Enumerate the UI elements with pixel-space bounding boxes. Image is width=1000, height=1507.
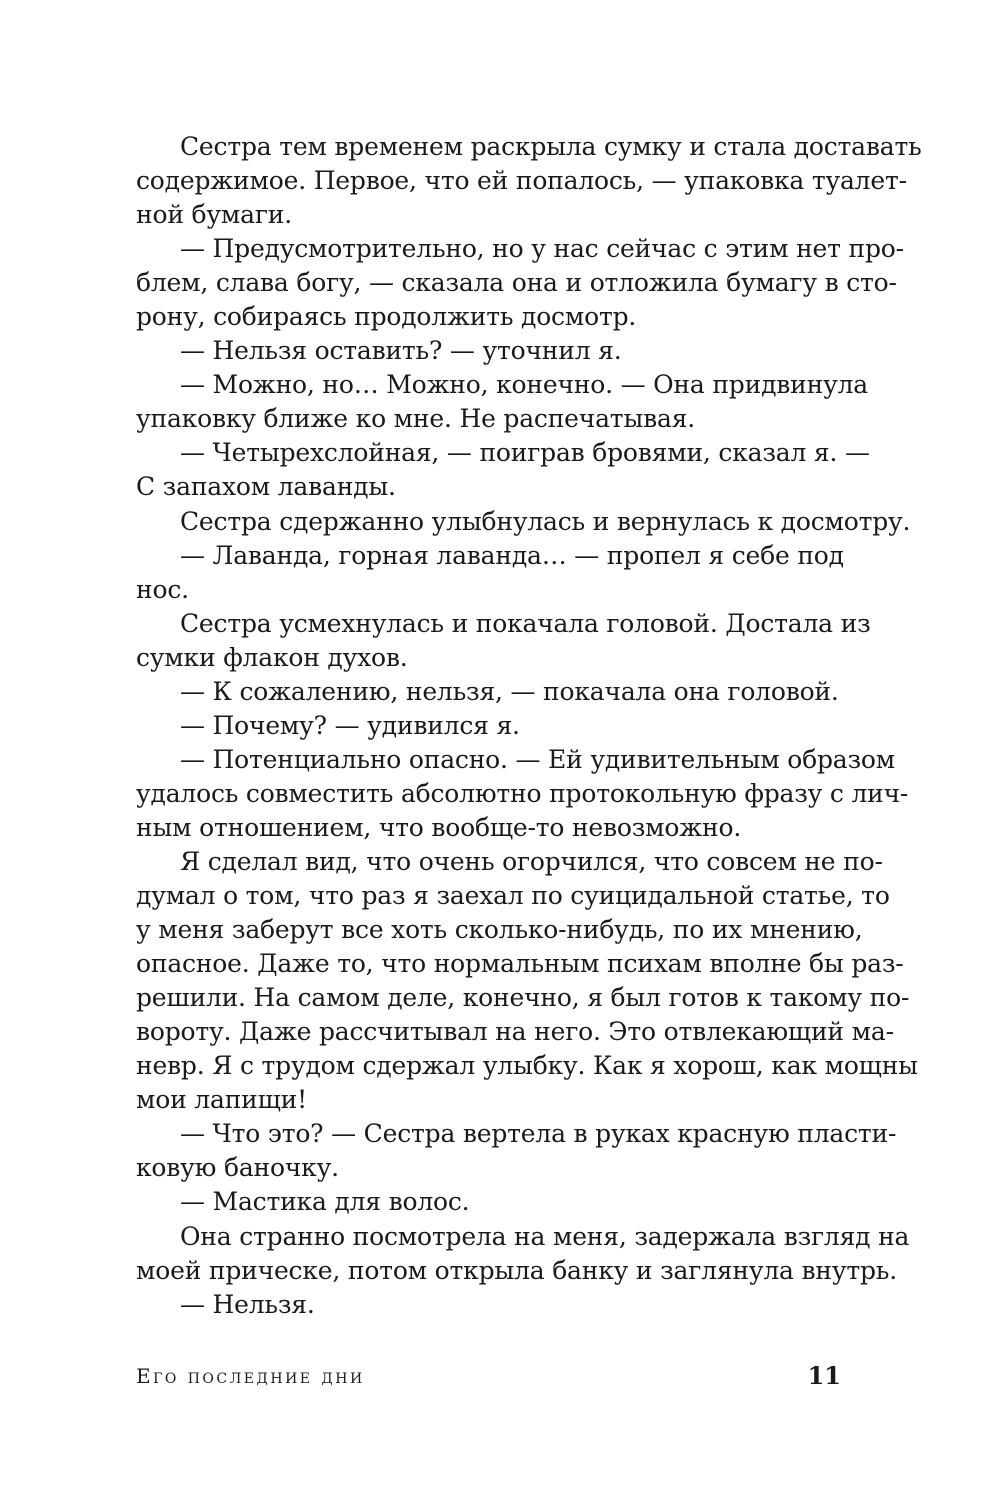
page-number: 11	[807, 1361, 841, 1390]
text-line: Сестра сдержанно улыбнулась и вернулась к досмотру.	[180, 506, 911, 536]
text-line: ным отношением, что вообще-то невозможно.	[136, 812, 742, 842]
text-line: — Что это? — Сестра вертела в руках красную пласти-	[180, 1119, 897, 1149]
text-line: вороту. Даже рассчитывал на него. Это отвлекающий ма-	[136, 1017, 894, 1047]
text-line: ной бумаги.	[136, 200, 292, 230]
text-line: блем, слава богу, — сказала она и отложила бумагу в сто-	[136, 268, 897, 298]
text-line: сумки флакон духов.	[136, 642, 408, 672]
text-line: содержимое. Первое, что ей попалось, — упаковка туалет-	[136, 166, 907, 196]
text-line: Сестра усмехнулась и покачала головой. Достала из	[180, 608, 871, 638]
text-line: — К сожалению, нельзя, — покачала она головой.	[180, 676, 839, 706]
text-line: опасное. Даже то, что нормальным психам вполне бы раз-	[136, 949, 904, 979]
text-line: — Мастика для волос.	[180, 1187, 470, 1217]
text-line: ковую баночку.	[136, 1153, 339, 1183]
text-line: удалось совместить абсолютно протокольную фразу с лич-	[136, 778, 909, 808]
text-line: — Нельзя.	[180, 1289, 315, 1319]
text-line: невр. Я с трудом сдержал улыбку. Как я хорош, как мощны	[136, 1051, 918, 1081]
text-line: Сестра тем временем раскрыла сумку и стала доставать	[180, 132, 922, 161]
text-line: Она странно посмотрела на меня, задержала взгляд на	[180, 1221, 910, 1251]
text-line: — Потенциально опасно. — Ей удивительным образом	[180, 744, 896, 774]
text-line: Я сделал вид, что очень огорчился, что совсем не по-	[180, 846, 883, 876]
text-line: — Предусмотрительно, но у нас сейчас с этим нет про-	[180, 234, 904, 264]
text-line: — Почему? — удивился я.	[180, 710, 520, 740]
text-line: — Можно, но… Можно, конечно. — Она придвинула	[180, 370, 868, 400]
text-line: моей прическе, потом открыла банку и заглянула внутрь.	[136, 1255, 897, 1285]
text-line: рону, собираясь продолжить досмотр.	[136, 302, 637, 332]
text-line: решили. На самом деле, конечно, я был готов к такому по-	[136, 983, 910, 1013]
text-line: — Лаванда, горная лаванда… — пропел я себе под	[180, 540, 844, 570]
text-line: у меня заберут все хоть сколько-нибудь, по их мнению,	[136, 915, 863, 945]
text-line: — Нельзя оставить? — уточнил я.	[180, 336, 622, 366]
text-line: мои лапищи!	[136, 1085, 307, 1115]
text-line: упаковку ближе ко мне. Не распечатывая.	[136, 404, 696, 434]
running-footer-book-title: Его последние дни	[136, 1364, 365, 1388]
body-text	[136, 130, 922, 1322]
text-line: думал о том, что раз я заехал по суицидальной статье, то	[136, 881, 890, 911]
text-line: — Четырехслойная, — поиграв бровями, сказал я. —	[180, 438, 870, 468]
text-line: нос.	[136, 574, 189, 604]
text-line: С запахом лаванды.	[136, 472, 396, 502]
